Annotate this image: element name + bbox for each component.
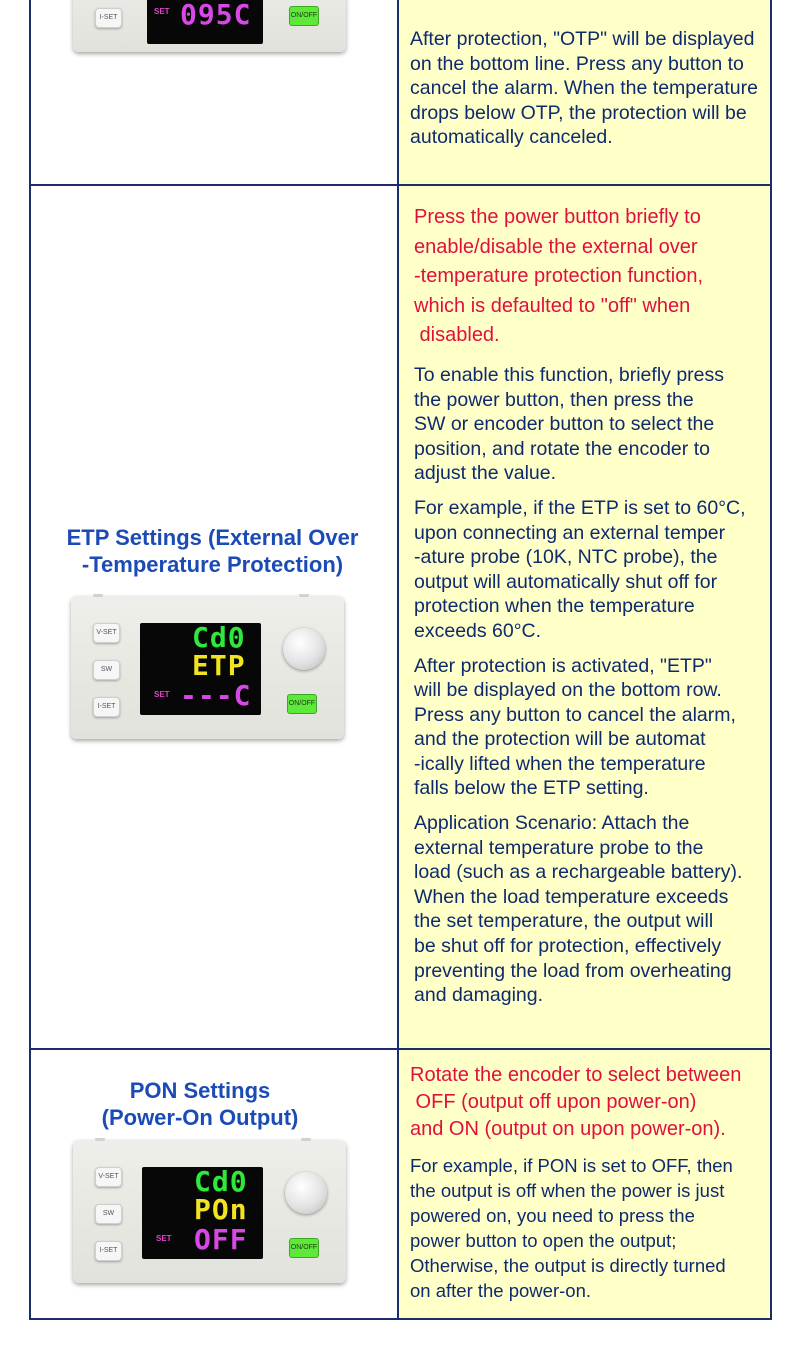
etp-title-line1: ETP Settings (External Over (66, 525, 359, 550)
table-bottom-border (29, 1318, 772, 1320)
pon-settings-title (40, 1077, 360, 1131)
table-right-border (770, 0, 772, 1320)
text-line: and damaging. (414, 984, 544, 1007)
text-line: position, and rotate the encoder to (414, 437, 710, 460)
display-line-2: ETP (192, 649, 246, 682)
display-line-3: OFF (194, 1223, 248, 1256)
text-line: To enable this function, briefly press (414, 363, 725, 386)
text-line: falls below the ETP setting. (414, 777, 649, 800)
text-line: be shut off for protection, effectively (414, 935, 722, 958)
text-line: protection when the temperature (414, 595, 695, 618)
etp-paragraph-after-protection (414, 654, 768, 802)
etp-paragraph-enable (414, 363, 768, 486)
device-screen (142, 1167, 263, 1259)
text-line: Press the power button briefly to (414, 206, 701, 228)
display-line-2: POn (194, 1193, 248, 1226)
text-line: For example, if PON is set to OFF, then (410, 1155, 733, 1176)
text-line: SW or encoder button to select the (414, 413, 715, 436)
pon-title-line2: (Power-On Output) (101, 1105, 299, 1130)
pon-title-line1: PON Settings (129, 1078, 271, 1103)
text-line: Rotate the encoder to select between (410, 1064, 742, 1086)
pon-red-intro (410, 1062, 768, 1143)
sw-button: SW (93, 660, 120, 680)
device-screen (140, 623, 261, 715)
table-left-border (29, 0, 31, 1320)
set-label: SET (154, 7, 170, 16)
etp-settings-title (40, 524, 385, 578)
iset-button: I-SET (95, 1241, 122, 1261)
etp-paragraph-application (414, 811, 768, 1008)
vset-button: V-SET (93, 623, 120, 643)
encoder-knob-icon (285, 1172, 327, 1214)
table-column-divider (397, 0, 399, 1320)
pon-paragraph-example (410, 1153, 768, 1303)
text-line: external temperature probe to the (414, 836, 704, 859)
row3-description (410, 1062, 768, 1303)
device-nub (301, 1138, 311, 1141)
on-off-button: ON/OFF (289, 1238, 319, 1258)
text-line: After protection is activated, "ETP" (414, 654, 712, 677)
device-nub (95, 1138, 105, 1141)
on-off-button: ON/OFF (289, 6, 319, 26)
row1-device-image (73, 0, 346, 52)
text-line: -ically lifted when the temperature (414, 752, 706, 775)
on-off-button: ON/OFF (287, 694, 317, 714)
text-line: will be displayed on the bottom row. (414, 679, 722, 702)
etp-red-intro (414, 203, 768, 351)
text-line: preventing the load from overheating (414, 959, 732, 982)
text-line: Application Scenario: Attach the (414, 812, 690, 835)
text-line: Press any button to cancel the alarm, (414, 703, 736, 726)
row1-paragraph: After protection, "OTP" will be displayed on the bottom line. Press any button to cancel the alarm. When the temperature drops below OTP, the protection will be automatically canceled. (410, 28, 758, 149)
vset-button: V-SET (95, 1167, 122, 1187)
etp-paragraph-example (414, 496, 768, 644)
row-divider-1 (29, 184, 772, 186)
device-nub (93, 594, 103, 597)
text-line: powered on, you need to press the (410, 1205, 695, 1226)
etp-device-image (71, 596, 344, 739)
set-label: SET (156, 1234, 172, 1243)
iset-button: I-SET (95, 8, 122, 28)
text-line: -temperature protection function, (414, 265, 704, 288)
set-label: SET (154, 690, 170, 699)
text-line: which is defaulted to "off" when (414, 294, 691, 317)
device-nub (299, 594, 309, 597)
row1-description (410, 27, 765, 150)
etp-title-line2: -Temperature Protection) (81, 552, 344, 577)
device-screen (147, 0, 263, 44)
text-line: the output is off when the power is just (410, 1180, 725, 1201)
text-line: adjust the value. (414, 462, 557, 485)
text-line: output will automatically shut off for (414, 570, 718, 593)
text-line: For example, if the ETP is set to 60°C, (414, 496, 746, 519)
text-line: and the protection will be automat (414, 728, 706, 751)
pon-device-image (73, 1140, 346, 1283)
text-line: the power button, then press the (414, 388, 694, 411)
text-line: -ature probe (10K, NTC probe), the (414, 546, 718, 569)
sw-button: SW (95, 1204, 122, 1224)
display-line-3: ---C (180, 679, 252, 712)
text-line: upon connecting an external temper (414, 521, 726, 544)
row-divider-2 (29, 1048, 772, 1050)
text-line: OFF (output off upon power-on) (410, 1091, 697, 1113)
display-line-3: 095C (180, 0, 252, 31)
display-line-1: Cd0 (194, 1165, 248, 1198)
text-line: and ON (output on upon power-on). (410, 1118, 726, 1140)
text-line: on after the power-on. (410, 1280, 591, 1301)
display-line-1: Cd0 (192, 621, 246, 654)
text-line: enable/disable the external over (414, 235, 698, 258)
encoder-knob-icon (283, 628, 325, 670)
text-line: Otherwise, the output is directly turned (410, 1255, 726, 1276)
row2-description (414, 203, 768, 1008)
text-line: load (such as a rechargeable battery). (414, 861, 743, 884)
text-line: the set temperature, the output will (414, 910, 714, 933)
text-line: disabled. (414, 324, 500, 347)
text-line: power button to open the output; (410, 1230, 677, 1251)
text-line: When the load temperature exceeds (414, 885, 729, 908)
text-line: exceeds 60°C. (414, 619, 542, 642)
iset-button: I-SET (93, 697, 120, 717)
